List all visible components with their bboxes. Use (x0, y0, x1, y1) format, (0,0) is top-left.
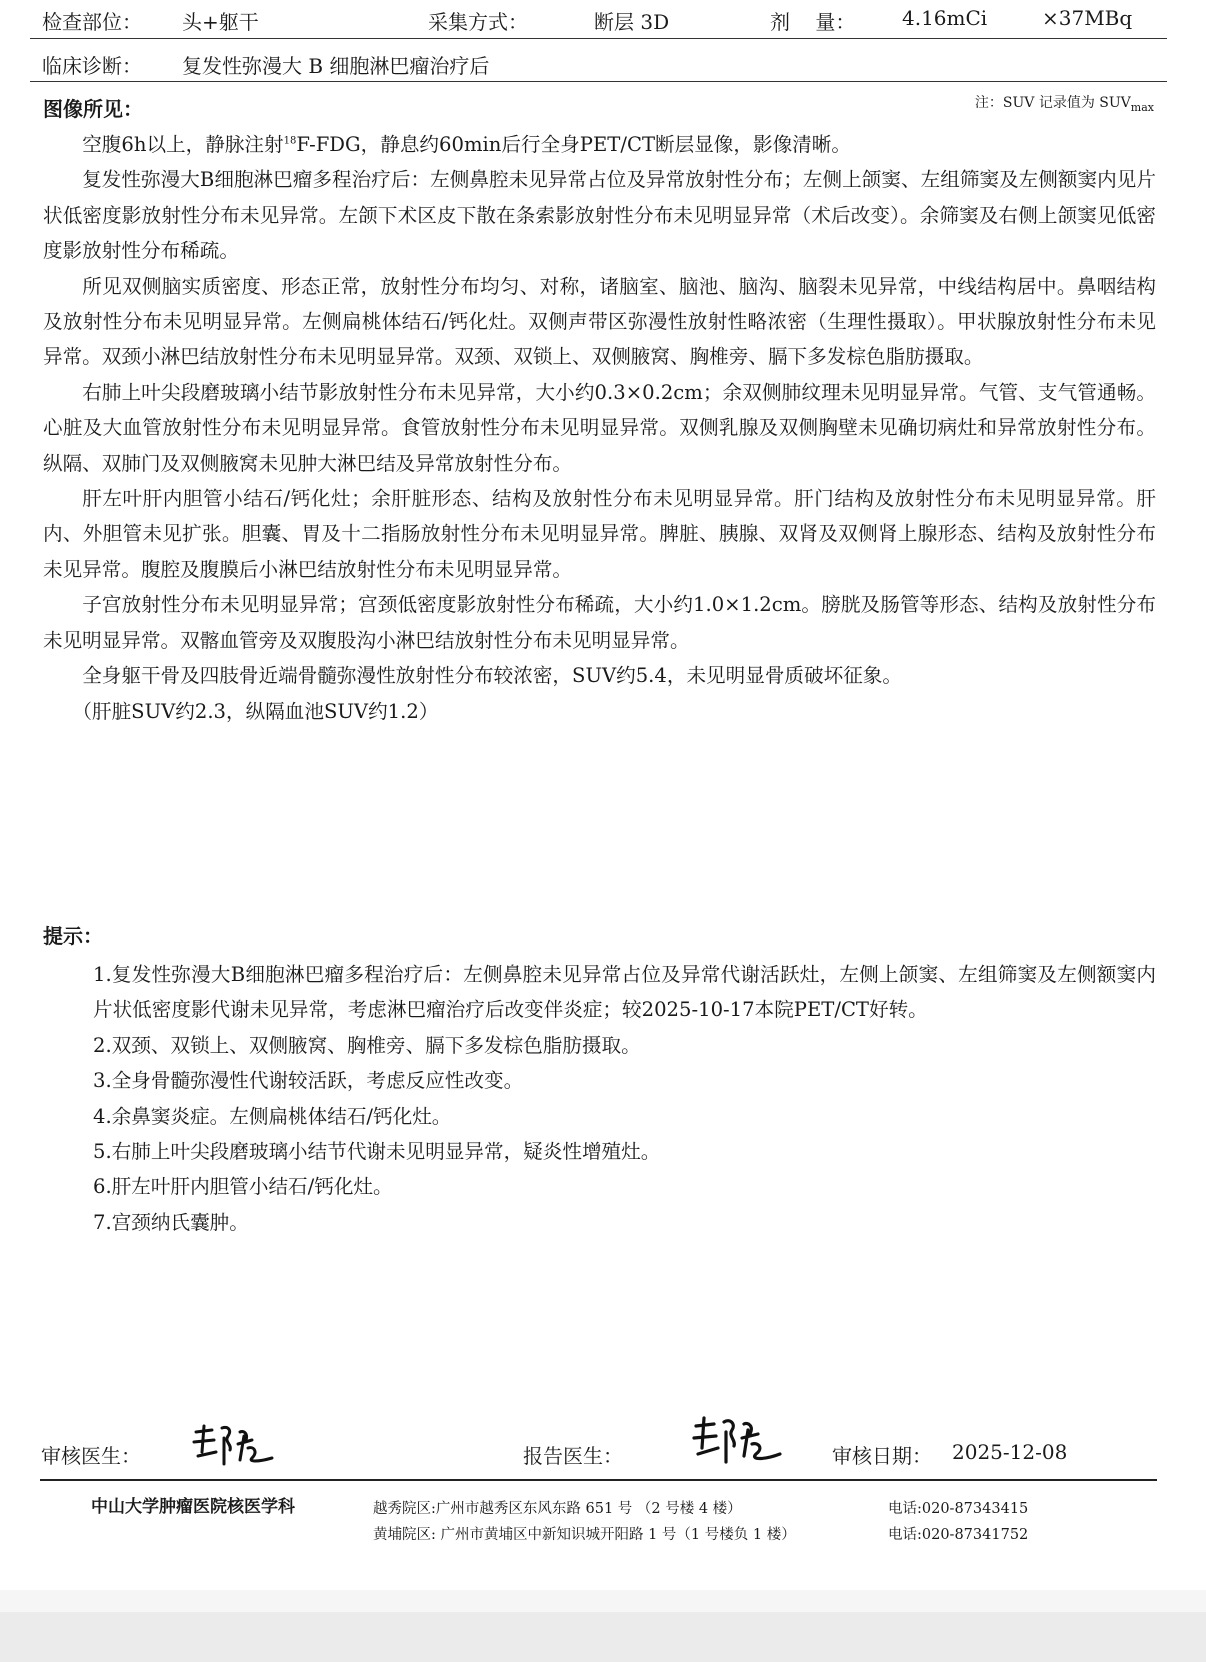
findings-paragraph: 全身躯干骨及四肢骨近端骨髓弥漫性放射性分布较浓密，SUV约5.4，未见明显骨质破坏征象。 (82, 664, 902, 688)
findings-p1-text-b: F-FDG，静息约60min后行全身PET/CT断层显像，影像清晰。 (296, 133, 851, 156)
findings-paragraph: 肝左叶肝内胆管小结石/钙化灶；余肝脏形态、结构及放射性分布未见明显异常。肝门结构及放射性分布未见明显异常。肝内、外胆管未见扩张。胆囊、胃及十二指肠放射性分布未见明显异常。脾脏、胰腺、双肾及双侧肾上腺形态、结构及放射性分布未见异常。腹腔及腹膜后小淋巴结放射性分布未见明显异常。 (43, 487, 1156, 581)
phone-huangpu: 电话:020-87341752 (888, 1527, 1029, 1543)
findings-body (43, 127, 1156, 729)
findings-paragraph: 复发性弥漫大B细胞淋巴瘤多程治疗后：左侧鼻腔未见异常占位及异常放射性分布；左侧上颌窦、左组筛窦及左侧额窦内见片状低密度影放射性分布未见异常。左颌下术区皮下散在条索影放射性分布未见明显异常（术后改变）。余筛窦及右侧上颌窦见低密度影放射性分布稀疏。 (43, 168, 1156, 263)
impression-item: 5.右肺上叶尖段磨玻璃小结节代谢未见明显异常，疑炎性增殖灶。 (93, 1140, 661, 1164)
reviewer-signature (188, 1418, 276, 1470)
findings-p1-text: 空腹6h以上，静脉注射 (82, 133, 284, 156)
suv-note-sub: max (1130, 100, 1154, 114)
impression-item: 4.余鼻窦炎症。左侧扁桃体结石/钙化灶。 (93, 1104, 452, 1128)
phone-yuexiu: 电话:020-87343415 (888, 1501, 1029, 1517)
diagnosis-divider (30, 81, 1167, 82)
dose-label: 剂 量： (770, 10, 856, 34)
impression-item: 3.全身骨髓弥漫性代谢较活跃，考虑反应性改变。 (93, 1069, 524, 1093)
review-date-value: 2025-12-08 (952, 1440, 1068, 1464)
impression-item: 7.宫颈纳氏囊肿。 (93, 1210, 249, 1234)
diagnosis-value: 复发性弥漫大 B 细胞淋巴瘤治疗后 (182, 54, 490, 78)
suv-note-text: 注：SUV 记录值为 SUV (974, 95, 1131, 111)
findings-paragraph: 子宫放射性分布未见明显异常；宫颈低密度影放射性分布稀疏，大小约1.0×1.2cm。膀胱及肠管等形态、结构及放射性分布未见明显异常。双髂血管旁及双腹股沟小淋巴结放射性分布未见明显异常。 (43, 593, 1156, 652)
findings-paragraph: 所见双侧脑实质密度、形态正常，放射性分布均匀、对称，诸脑室、脑池、脑沟、脑裂未见异常，中线结构居中。鼻咽结构及放射性分布未见明显异常。左侧扁桃体结石/钙化灶。双侧声带区弥漫性放射性略浓密（生理性摄取）。甲状腺放射性分布未见异常。双颈小淋巴结放射性分布未见明显异常。双颈、双锁上、双侧腋窝、胸椎旁、膈下多发棕色脂肪摄取。 (43, 274, 1156, 369)
findings-paragraph (43, 127, 1156, 162)
address-yuexiu: 越秀院区:广州市越秀区东风东路 651 号 （2 号楼 4 楼） (373, 1501, 742, 1517)
impression-list (93, 957, 1156, 1240)
impression-item: 1.复发性弥漫大B细胞淋巴瘤多程治疗后：左侧鼻腔未见异常占位及异常代谢活跃灶，左侧上颌窦、左组筛窦及左侧额窦内片状低密度影代谢未见异常，考虑淋巴瘤治疗后改变伴炎症；较2025-10-17本院PET/CT好转。 (93, 963, 1156, 1022)
reviewer-label: 审核医生： (41, 1444, 141, 1468)
footer-divider (40, 1479, 1157, 1481)
suv-note (975, 92, 1154, 114)
address-huangpu: 黄埔院区: 广州市黄埔区中新知识城开阳路 1 号（1 号楼负 1 楼） (373, 1527, 796, 1543)
department-name: 中山大学肿瘤医院核医学科 (91, 1497, 295, 1517)
exam-site-label: 检查部位： (42, 10, 142, 34)
bottom-strip (0, 1590, 1206, 1612)
isotope-superscript: 18 (283, 135, 297, 147)
dose-mbq: ×37MBq (1042, 6, 1133, 30)
exam-site-value: 头+躯干 (182, 10, 259, 34)
header-divider (30, 38, 1167, 39)
impression-item: 2.双颈、双锁上、双侧腋窝、胸椎旁、膈下多发棕色脂肪摄取。 (93, 1033, 641, 1057)
findings-title: 图像所见： (43, 97, 143, 121)
impression-title: 提示： (43, 924, 103, 948)
reporter-signature (688, 1412, 784, 1468)
review-date-label: 审核日期： (832, 1444, 932, 1468)
acquisition-label: 采集方式： (428, 10, 528, 34)
findings-suv-reference: （肝脏SUV约2.3，纵隔血池SUV约1.2） (72, 699, 439, 723)
diagnosis-label: 临床诊断： (42, 54, 142, 78)
impression-item: 6.肝左叶肝内胆管小结石/钙化灶。 (93, 1175, 393, 1199)
reporter-label: 报告医生： (523, 1444, 623, 1468)
findings-paragraph: 右肺上叶尖段磨玻璃小结节影放射性分布未见异常，大小约0.3×0.2cm；余双侧肺纹理未见明显异常。气管、支气管通畅。心脏及大血管放射性分布未见明显异常。食管放射性分布未见明显异常。双侧乳腺及双侧胸壁未见确切病灶和异常放射性分布。纵隔、双肺门及双侧腋窝未见肿大淋巴结及异常放射性分布。 (43, 380, 1156, 475)
acquisition-value: 断层 3D (594, 10, 670, 34)
dose-mci: 4.16mCi (902, 6, 988, 30)
